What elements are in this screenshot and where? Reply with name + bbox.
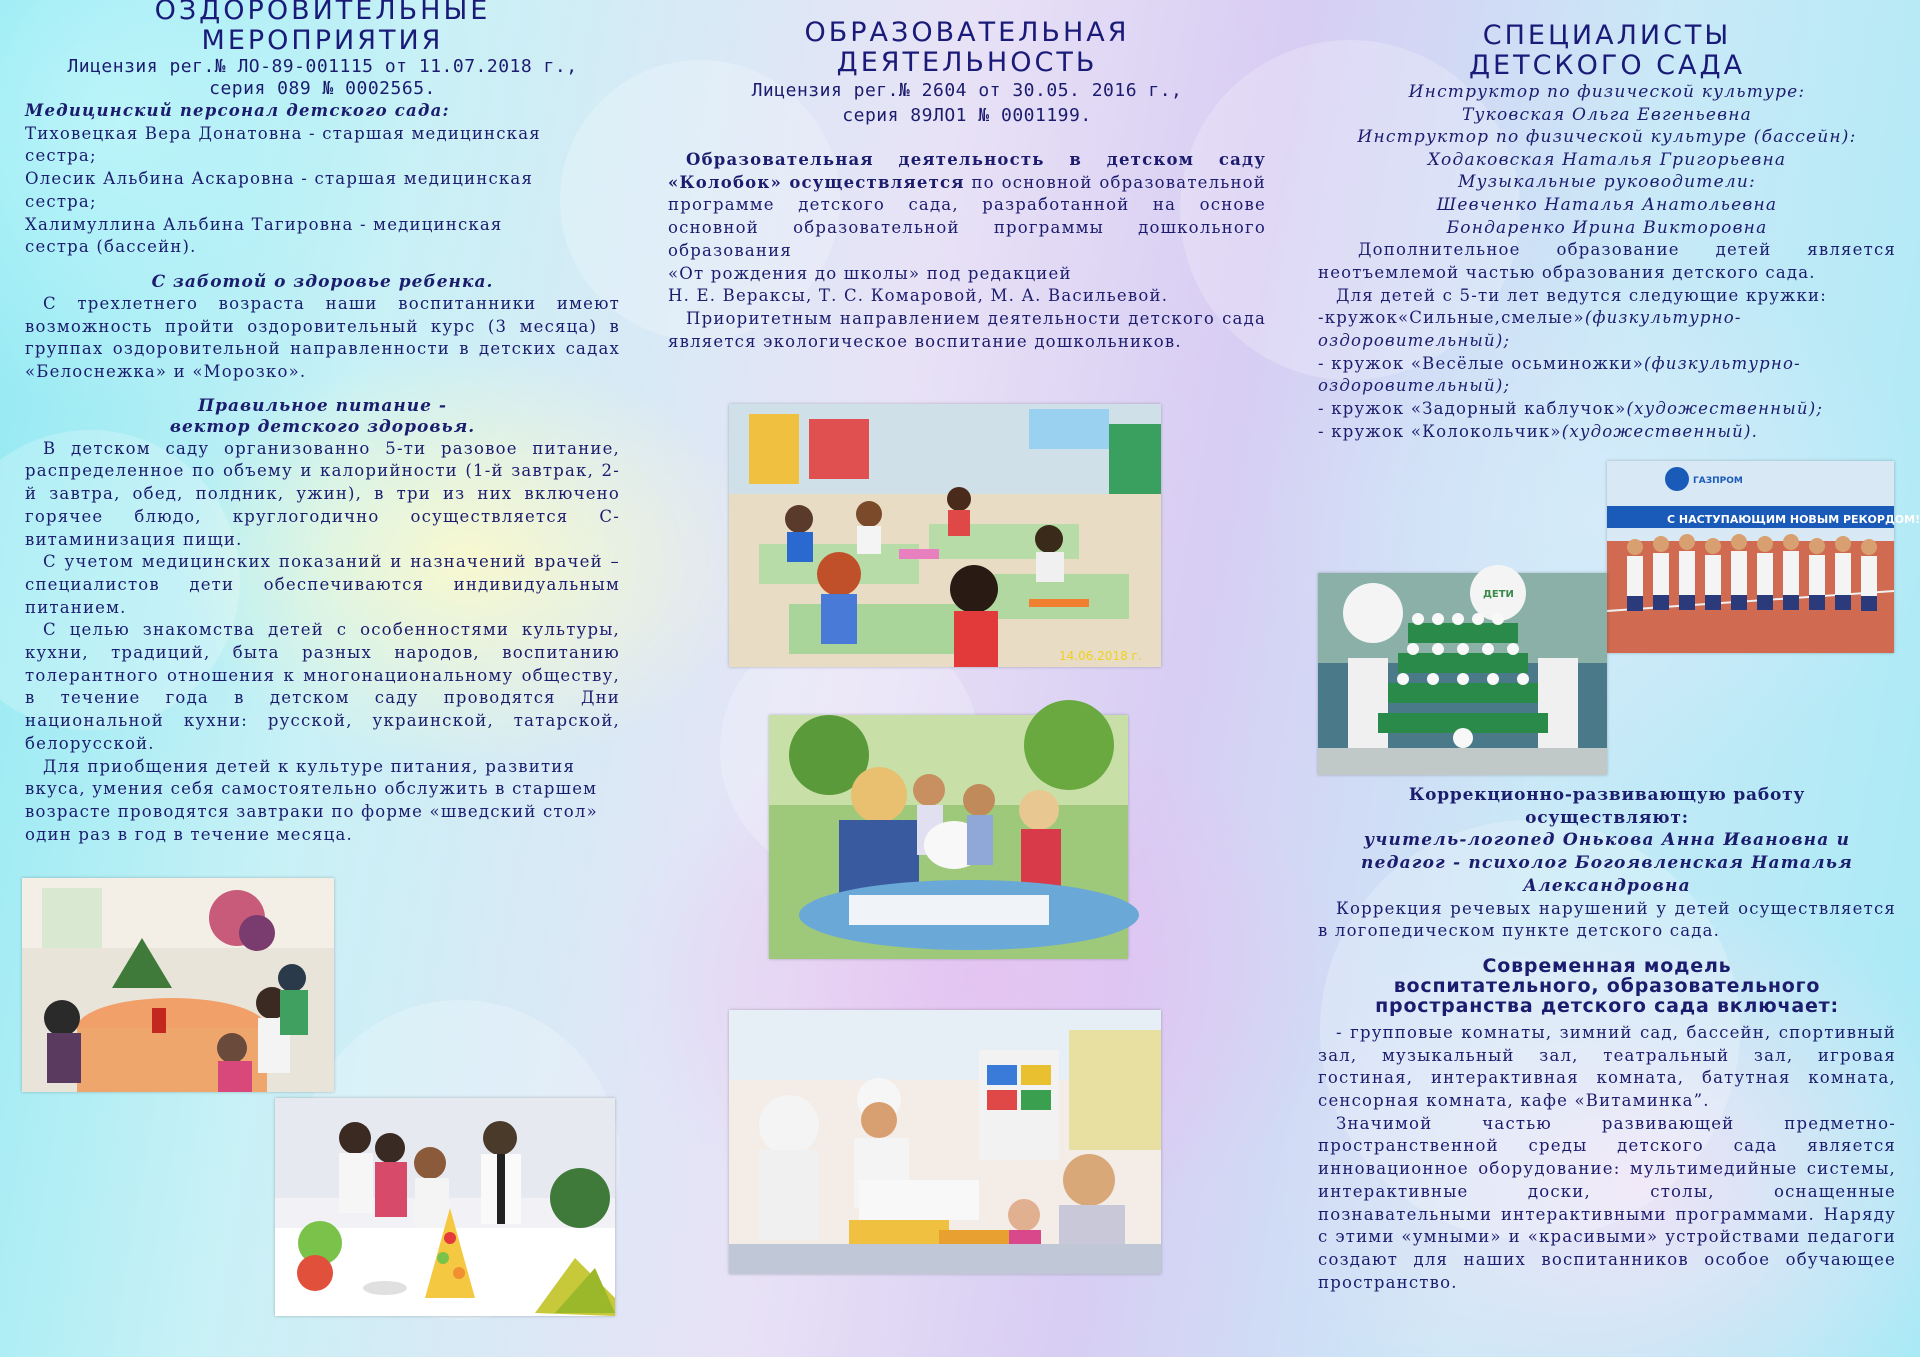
education-editors: Н. Е. Вераксы, Т. С. Комаровой, М. А. Васильевой. <box>668 286 1169 306</box>
middle-heading-line2: ДЕЯТЕЛЬНОСТЬ <box>836 47 1098 78</box>
specialist-role-2: Инструктор по физической культуре (бассейн): <box>1357 127 1857 148</box>
club-item <box>1318 398 1896 421</box>
priority-paragraph: Приоритетным направлением деятельности детского сада является экологическое воспитание дошкольников. <box>668 308 1266 351</box>
specialist-name-1: Туковская Ольга Евгеньевна <box>1462 104 1752 125</box>
right-column <box>1318 0 1896 443</box>
photo-date-stamp: 14.06.2018 г. <box>1059 649 1142 663</box>
middle-column <box>668 0 1266 353</box>
club-kind: (физкультурно-оздоровительный); <box>1318 308 1742 350</box>
correction-title-line1: Коррекционно-развивающую работу <box>1408 785 1806 805</box>
club-item <box>1318 353 1896 398</box>
left-license-line1: Лицензия рег.№ ЛО-89-001115 от 11.07.2018 г., <box>67 56 578 77</box>
nutrition-paragraph-2: С учетом медицинских показаний и назначений врачей – специалистов дети обеспечиваются индивидуальным питанием. <box>25 552 620 617</box>
nutrition-title-line1: Правильное питание - <box>198 395 447 416</box>
club-item <box>1318 421 1896 444</box>
education-program: «От рождения до школы» под редакцией <box>668 263 1072 283</box>
club-kind: (художественный). <box>1561 421 1759 441</box>
education-paragraph <box>668 149 1266 263</box>
specialist-role-3: Музыкальные руководители: <box>1458 172 1756 193</box>
left-column <box>25 0 620 846</box>
specialist-name-4: Бондаренко Ирина Викторовна <box>1446 217 1768 238</box>
left-license-line2: серия 089 № 0002565. <box>209 78 436 99</box>
photo-brand-text: ГАЗПРОМ <box>1693 476 1743 486</box>
photo-doctor-role-play <box>729 1010 1161 1274</box>
nutrition-paragraph-1: В детском саду организованно 5-ти разовое питание, распределенное по объему и калорийности (1-й завтрак, 2-й завтра, обед, полдник, ужин), в три из них включено горячее блюдо, круглогодично осуществляется С-витаминизация пищи. <box>25 438 620 549</box>
model-title-line3: пространства детского сада включает: <box>1375 994 1839 1017</box>
correction-title <box>1318 784 1896 829</box>
specialist-role-1: Инструктор по физической культуре: <box>1408 82 1806 102</box>
club-kind: (физкультурно-оздоровительный); <box>1318 353 1801 396</box>
photo-sports-record <box>1607 461 1920 653</box>
correction-text: Коррекция речевых нарушений у детей осуществляется в логопедическом пункте детского сада. <box>1318 898 1896 941</box>
left-heading <box>25 0 620 56</box>
nutrition-paragraph-3: С целью знакомства детей с особенностями культуры, кухни, традиций, быта разных народов, воспитанию толерантного отношения к многонациональному обществу, в течение года в детском саду проводятся Дни национальной кухни: русской, украинской, татарской, белорусской. <box>25 620 620 753</box>
club-name: - кружок «Колокольчик» <box>1318 421 1562 441</box>
nutrition-title-line2: вектор детского здоровья. <box>169 416 476 437</box>
left-heading-line2: МЕРОПРИЯТИЯ <box>201 25 444 56</box>
middle-heading-line1: ОБРАЗОВАТЕЛЬНАЯ <box>804 17 1130 48</box>
education-rest: по основной образовательной программе детского сада, разработанной на основе основной образовательной программы дошкольного образования <box>668 172 1266 260</box>
middle-heading <box>668 18 1266 78</box>
model-paragraph-1: - групповые комнаты, зимний сад, бассейн, спортивный зал, музыкальный зал, театральный зал, игровая гостиная, интерактивная комната, батутная комната, сенсорная комната, кафе «Витаминка”. <box>1318 1022 1896 1111</box>
clubs-intro: Для детей с 5-ти лет ведутся следующие кружки: <box>1336 285 1827 305</box>
model-title <box>1318 956 1896 1016</box>
nutrition-paragraph-4: Для приобщения детей к культуре питания, развития вкуса, умения себя самостоятельно обслужить в старшем возрасте проводятся завтраки по форме «шведский стол» один раз в год в течение месяца. <box>25 756 598 844</box>
medical-staff-2: Олесик Альбина Аскаровна - старшая медицинская сестра; <box>25 169 534 211</box>
photo-classroom-activity <box>729 404 1161 667</box>
photo-banner-text: С НАСТУПАЮЩИМ НОВЫМ РЕКОРДОМ! <box>1667 513 1920 526</box>
right-heading-line1: СПЕЦИАЛИСТЫ <box>1482 20 1732 51</box>
clubs-list <box>1318 307 1896 443</box>
correction-specialist-line1: учитель-логопед Онькова Анна Ивановна и <box>1363 830 1851 851</box>
correction-specialists <box>1318 829 1896 897</box>
care-title: С заботой о здоровье ребенка. <box>151 271 494 292</box>
correction-title-line2: осуществляют: <box>1525 807 1689 828</box>
specialist-name-2: Ходаковская Наталья Григорьевна <box>1427 149 1787 170</box>
photo-swedish-table-breakfast <box>275 1098 615 1316</box>
specialist-name-3: Шевченко Наталья Анатольевна <box>1436 194 1778 215</box>
medical-staff-3: Халимуллина Альбина Тагировна - медицинская сестра (бассейн). <box>25 214 503 257</box>
model-title-line2: воспитательного, образовательного <box>1393 974 1821 997</box>
medical-staff-1: Тиховецкая Вера Донатовна - старшая медицинская сестра; <box>25 123 541 166</box>
extra-education-paragraph: Дополнительное образование детей является неотъемлемой частью образования детского сада. <box>1318 240 1896 282</box>
right-heading-line2: ДЕТСКОГО САДА <box>1468 50 1746 81</box>
photo-stage-performance <box>1318 573 1607 775</box>
photo-balloon-text: ДЕТИ <box>1483 589 1514 600</box>
right-heading <box>1318 21 1896 81</box>
club-kind: (художественный); <box>1626 399 1824 419</box>
model-title-line1: Современная модель <box>1482 954 1732 977</box>
photo-children-lunch-table <box>22 878 334 1092</box>
specialists-list <box>1318 81 1896 239</box>
club-name: - кружок «Весёлые осьминожки» <box>1318 353 1644 373</box>
correction-specialist-line2: педагог - психолог Богоявленская Наталья <box>1361 853 1853 874</box>
left-license <box>25 56 620 100</box>
education-lead: Образовательная деятельность в детском саду «Колобок» осуществляется <box>668 150 1266 192</box>
right-lower-section <box>1318 784 1896 1294</box>
care-text: С трехлетнего возраста наши воспитанники имеют возможность пройти оздоровительный курс (3 месяца) в группах оздоровительной направленности в детских садах «Белоснежка» и «Морозко». <box>25 293 620 382</box>
photo-teacher-with-rabbit <box>769 715 1128 959</box>
left-heading-line1: ОЗДОРОВИТЕЛЬНЫЕ <box>154 0 491 26</box>
correction-specialist-line3: Александровна <box>1523 875 1691 896</box>
club-name: -кружок«Сильные,смелые» <box>1318 308 1585 328</box>
middle-license-line2: серия 89ЛО1 № 0001199. <box>842 105 1092 126</box>
club-item <box>1318 307 1896 352</box>
middle-license <box>668 78 1266 128</box>
middle-license-line1: Лицензия рег.№ 2604 от 30.05. 2016 г., <box>751 80 1183 101</box>
model-paragraph-2: Значимой частью развивающей предметно-пространственной среды детского сада является инновационное оборудование: мультимедийные системы, интерактивные доски, столы, оснащенные познавательными интерактивными программами. Наряду с этими «умными» и «красивыми» устройствами педагоги создают для наших воспитанников особое обучающее пространство. <box>1318 1113 1896 1292</box>
club-name: - кружок «Задорный каблучок» <box>1318 399 1627 419</box>
nutrition-title <box>25 396 620 438</box>
medical-staff-title: Медицинский персонал детского сада: <box>25 101 450 120</box>
